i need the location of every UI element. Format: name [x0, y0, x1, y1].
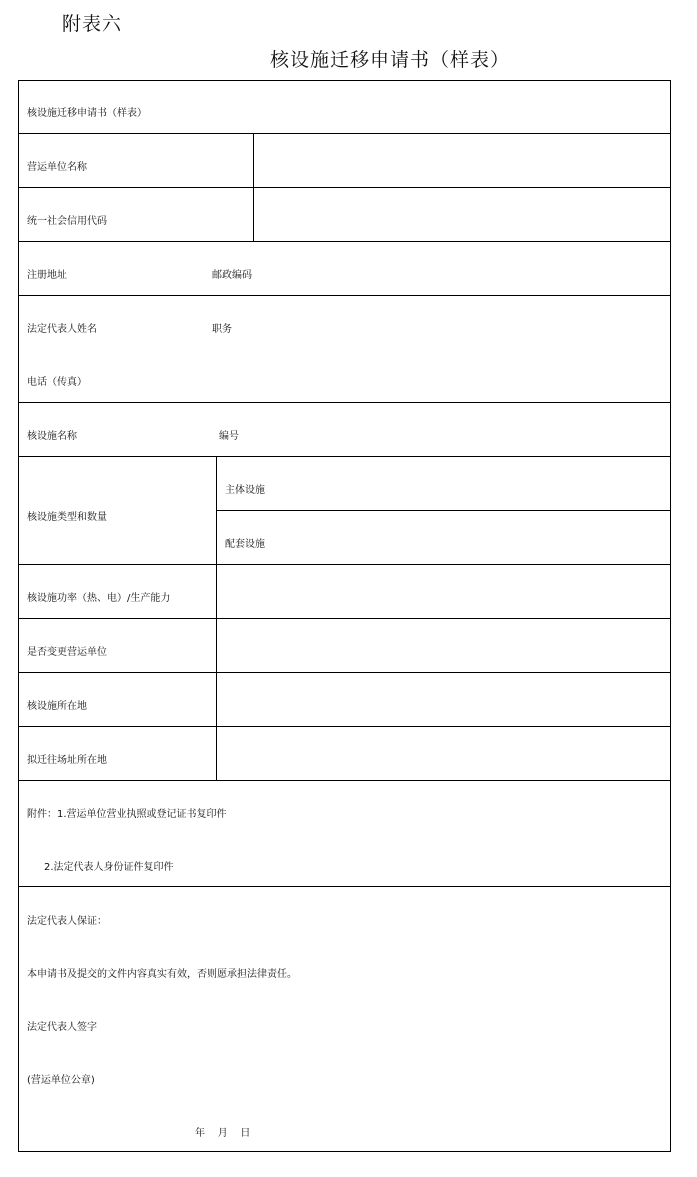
operator-name-label: 营运单位名称	[27, 162, 87, 173]
change-operator-label: 是否变更营运单位	[27, 647, 107, 658]
row-divider	[216, 510, 671, 511]
new-site-field[interactable]	[217, 727, 670, 780]
registered-address-label: 注册地址	[27, 270, 67, 281]
credit-code-label: 统一社会信用代码	[27, 216, 107, 227]
row-divider	[18, 886, 671, 887]
location-label: 核设施所在地	[27, 701, 87, 712]
guarantee-text: 本申请书及提交的文件内容真实有效，否则愿承担法律责任。	[27, 969, 297, 980]
form-title-cell: 核设施迁移申请书（样表）	[27, 108, 147, 119]
row-divider	[18, 780, 671, 781]
credit-code-field[interactable]	[254, 188, 670, 241]
row-divider	[18, 402, 671, 403]
page-title: 核设施迁移申请书（样表）	[270, 49, 511, 71]
supporting-facility-label: 配套设施	[225, 539, 265, 550]
signature-label: 法定代表人签字	[27, 1022, 97, 1033]
seal-label: (营运单位公章)	[27, 1075, 95, 1086]
power-capacity-label: 核设施功率（热、电）/生产能力	[27, 593, 171, 604]
attachment-2: 2.法定代表人身份证件复印件	[44, 862, 174, 873]
postal-code-label: 邮政编码	[212, 270, 252, 281]
legal-rep-name-label: 法定代表人姓名	[27, 324, 97, 335]
new-site-label: 拟迁往场址所在地	[27, 755, 107, 766]
row-divider	[18, 295, 671, 296]
number-label: 编号	[219, 431, 239, 442]
phone-fax-label: 电话（传真）	[27, 377, 87, 388]
power-capacity-field[interactable]	[217, 565, 670, 618]
main-facility-label: 主体设施	[225, 485, 265, 496]
change-operator-field[interactable]	[217, 619, 670, 672]
row-divider	[18, 241, 671, 242]
operator-name-field[interactable]	[254, 134, 670, 187]
type-quantity-label: 核设施类型和数量	[27, 512, 107, 523]
attachment-1: 附件：1.营运单位营业执照或登记证书复印件	[27, 809, 227, 820]
location-field[interactable]	[217, 673, 670, 726]
appendix-label: 附表六	[62, 13, 123, 35]
row-divider	[18, 456, 671, 457]
guarantee-label: 法定代表人保证：	[27, 916, 107, 927]
facility-name-label: 核设施名称	[27, 431, 77, 442]
position-label: 职务	[212, 324, 232, 335]
date-label: 年 月 日	[195, 1128, 251, 1139]
